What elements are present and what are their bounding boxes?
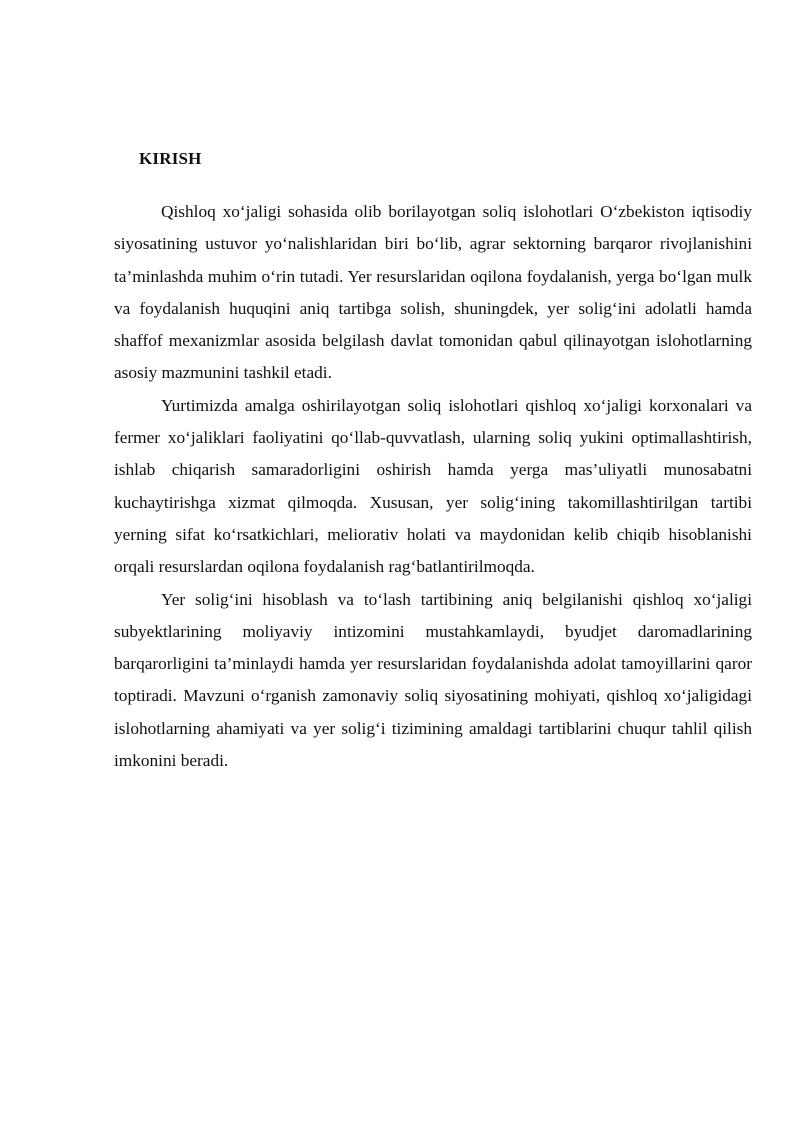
body-text — [114, 196, 752, 777]
section-heading: KIRISH — [139, 149, 202, 168]
paragraph-1: Qishloq xo‘jaligi sohasida olib borilayotgan soliq islohotlari O‘zbekiston iqtisodiy siyosatining ustuvor yo‘nalishlaridan biri bo‘lib, agrar sektorning barqaror rivojlanishini ta’minlashda muhim o‘rin tutadi. Yer resurslaridan oqilona foydalanish, yerga bo‘lgan mulk va foydalanish huquqini aniq tartibga solish, shuningdek, yer solig‘ini adolatli hamda shaffof mexanizmlar asosida belgilash davlat tomonidan qabul qilinayotgan islohotlarning asosiy mazmunini tashkil etadi. — [114, 202, 752, 383]
paragraph-3: Yer solig‘ini hisoblash va to‘lash tartibining aniq belgilanishi qishloq xo‘jaligi subyektlarining moliyaviy intizomini mustahkamlaydi, byudjet daromadlarining barqarorligini ta’minlaydi hamda yer resurslaridan foydalanishda adolat tamoyillarini qaror toptiradi. Mavzuni o‘rganish zamonaviy soliq siyosatining mohiyati, qishloq xo‘jaligidagi islohotlarning ahamiyati va yer solig‘i tizimining amaldagi tartiblarini chuqur tahlil qilish imkonini beradi. — [114, 589, 752, 771]
paragraph-2: Yurtimizda amalga oshirilayotgan soliq islohotlari qishloq xo‘jaligi korxonalari va fermer xo‘jaliklari faoliyatini qo‘llab-quvvatlash, ularning soliq yukini optimallashtirish, ishlab chiqarish samaradorligini oshirish hamda yerga mas’uliyatli munosabatni kuchaytirishga xizmat qilmoqda. Xususan, yer solig‘ining takomillashtirilgan tartibi yerning sifat ko‘rsatkichlari, meliorativ holati va maydonidan kelib chiqib hisoblanishi orqali resurslardan oqilona foydalanish rag‘batlantirilmoqda. — [114, 395, 752, 577]
